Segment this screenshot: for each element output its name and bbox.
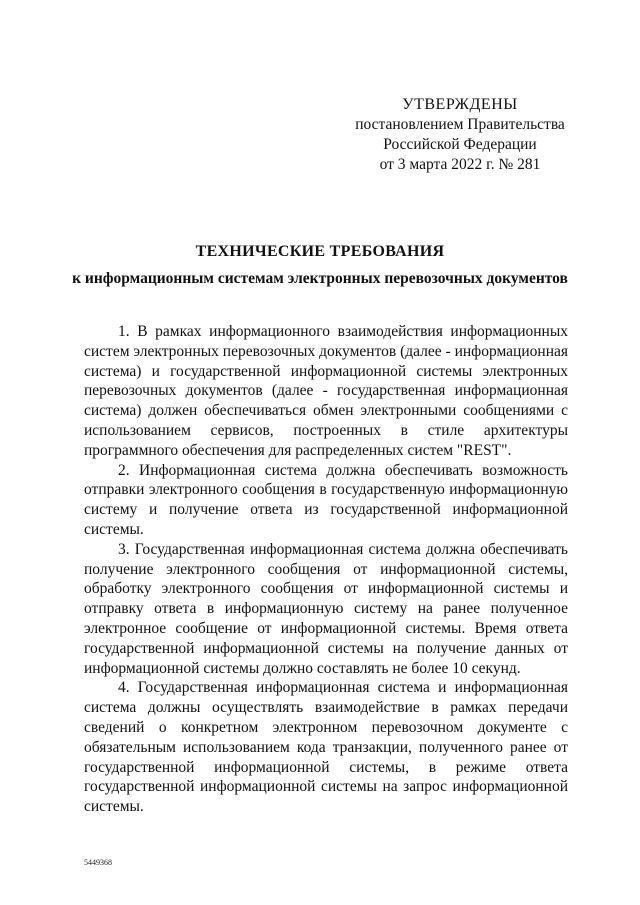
approval-line: Российской Федерации bbox=[383, 136, 537, 153]
approval-block bbox=[340, 95, 580, 175]
paragraph-2: 2. Информационная система должна обеспечивать возможность отправки электронного сообщения в государственную информационную систему и получение ответа из государственной информационной системы. bbox=[84, 461, 568, 538]
document-subtitle: к информационным системам электронных перевозочных документов bbox=[72, 270, 568, 287]
approval-date-number: от 3 марта 2022 г. № 281 bbox=[379, 156, 541, 173]
document-code: 5449368 bbox=[84, 858, 112, 867]
paragraph-3: 3. Государственная информационная система должна обеспечивать получение электронного сообщения от информационной системы, обработку электронного сообщения от информационной системы и отправку ответа в информационную систему на ранее полученное электронное сообщение от информационной системы. Время ответа государственной информационной системы на получение данных от информационной системы должно составлять не более 10 секунд. bbox=[84, 540, 568, 677]
document-body bbox=[84, 322, 568, 817]
approval-line: постановлением Правительства bbox=[355, 116, 565, 133]
paragraph-4: 4. Государственная информационная система и информационная система должны осуществлять взаимодействие в рамках передачи сведений о конкретном электронном перевозочном документе с обязательным использованием кода транзакции, полученного ранее от государственной информационной системы, в режиме ответа государственной информационной системы на запрос информационной системы. bbox=[84, 679, 568, 816]
paragraph-1: 1. В рамках информационного взаимодействия информационных систем электронных перевозочных документов (далее - информационная система) и государственной информационной системы электронных перевозочных документов (далее - государственная информационная система) должен обеспечиваться обмен электронными сообщениями с использованием сервисов, построенных в стиле архитектуры программного обеспечения для распределенных систем "REST". bbox=[84, 323, 568, 459]
document-title: ТЕХНИЧЕСКИЕ ТРЕБОВАНИЯ bbox=[195, 243, 445, 260]
approval-title: УТВЕРЖДЕНЫ bbox=[402, 96, 518, 113]
